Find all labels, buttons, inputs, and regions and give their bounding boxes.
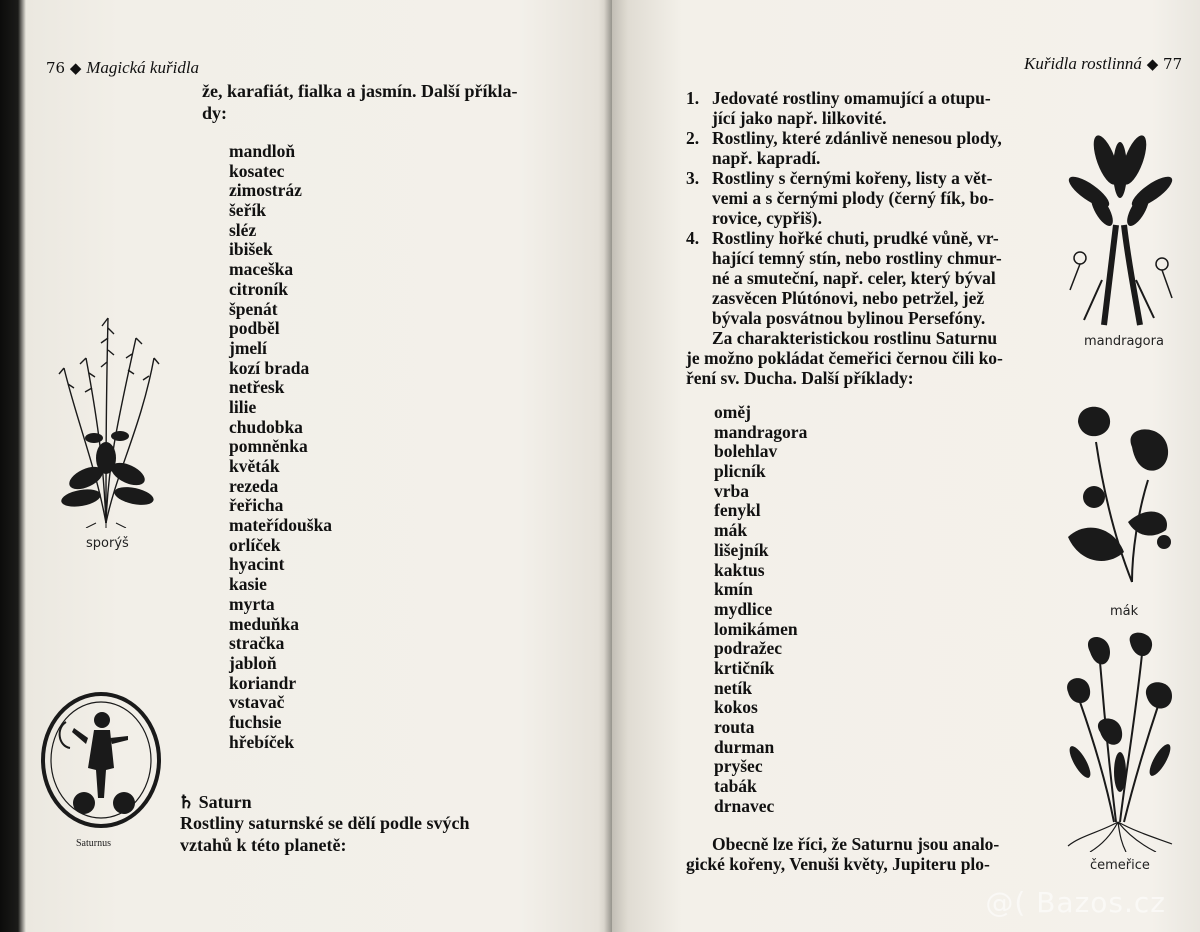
item-line: Rostliny s černými kořeny, listy a vět- xyxy=(712,168,993,188)
plant-list-item: oměj xyxy=(714,402,751,422)
plant-list-item: jmelí xyxy=(229,337,267,358)
left-intro xyxy=(202,80,518,124)
plant-list-item: mandragora xyxy=(714,421,808,442)
plant-list-item: špenát xyxy=(229,298,278,319)
plant-list-item: řeřicha xyxy=(229,495,284,516)
left-running-title: Magická kuřidla xyxy=(86,58,200,77)
plant-list-item: kosatec xyxy=(229,160,285,181)
plant-list-item: vrba xyxy=(714,480,749,501)
closing-line: Obecně lze říci, že Saturnu jsou analo- xyxy=(712,834,1000,854)
verbena-illustration xyxy=(46,298,166,528)
left-page-number: 76 xyxy=(46,59,66,77)
plant-list-item: chudobka xyxy=(229,416,303,437)
item-line: Rostliny, které zdánlivě nenesou plody, xyxy=(712,128,1002,148)
left-running-head xyxy=(46,58,199,78)
plant-list-item: fuchsie xyxy=(229,711,282,732)
plant-list-item: kaktus xyxy=(714,559,765,580)
plant-list-item: routa xyxy=(714,717,755,737)
plant-list-item: pryšec xyxy=(714,756,763,777)
plant-list-item: orlíček xyxy=(229,534,281,555)
numbered-item xyxy=(686,88,1003,128)
plant-list-item: maceška xyxy=(229,259,294,280)
diamond-icon: ◆ xyxy=(69,59,82,77)
numbered-item xyxy=(686,128,1003,168)
plant-list-item: krtičník xyxy=(714,657,775,678)
plant-list-item: květák xyxy=(229,456,280,476)
caption-mandragora: mandragora xyxy=(1084,334,1164,349)
saturn-para-line: je možno pokládat čemeřici černou čili ko- xyxy=(686,348,1003,368)
plant-list-item: myrta xyxy=(229,593,275,614)
plant-list-item: jabloň xyxy=(229,652,277,673)
plant-list-item: lišejník xyxy=(714,539,769,560)
plant-list-item: citroník xyxy=(229,278,288,299)
plant-list-item: kmín xyxy=(714,579,753,600)
saturn-para-line: Za charakteristickou rostlinu Saturnu xyxy=(712,328,998,348)
plant-list-item: drnavec xyxy=(714,795,775,816)
plant-list-item: durman xyxy=(714,736,775,757)
right-plant-list xyxy=(714,403,807,816)
numbered-list xyxy=(686,88,1003,388)
left-plant-list xyxy=(229,142,332,752)
item-line: jící jako např. lilkovité. xyxy=(712,108,887,128)
hellebore-illustration xyxy=(1060,632,1180,852)
item-line: né a smuteční, např. celer, který býval xyxy=(712,268,996,288)
item-number: 2. xyxy=(686,128,700,148)
plant-list-item: mák xyxy=(714,520,748,541)
item-number: 4. xyxy=(686,228,700,248)
saturn-paragraph xyxy=(712,328,1003,348)
plant-list-item: kasie xyxy=(229,574,267,595)
plant-list-item: stračka xyxy=(229,633,285,654)
saturn-title: Saturn xyxy=(198,792,252,812)
item-line: vemi a s černými plody (černý fík, bo- xyxy=(712,188,994,208)
plant-list-item: mydlice xyxy=(714,598,773,619)
saturn-symbol-icon: ♄ xyxy=(178,792,195,812)
saturn-heading xyxy=(178,792,252,812)
plant-list-item: lomikámen xyxy=(714,618,798,639)
item-number: 3. xyxy=(686,168,700,188)
item-line: Rostliny hořké chuti, prudké vůně, vr- xyxy=(712,228,999,248)
watermark: @( Bazos.cz xyxy=(985,886,1166,919)
plant-list-item: lilie xyxy=(229,396,257,417)
item-number: 1. xyxy=(686,88,700,108)
plant-list-item: netík xyxy=(714,677,752,698)
plant-list-item: vstavač xyxy=(229,692,285,713)
plant-list-item: šeřík xyxy=(229,200,266,221)
item-line: hající temný stín, nebo rostliny chmur- xyxy=(712,248,1002,268)
plant-list-item: hyacint xyxy=(229,554,285,575)
poppy-illustration xyxy=(1068,402,1176,592)
caption-sporys: sporýš xyxy=(86,536,129,551)
plant-list-item: kokos xyxy=(714,697,758,718)
plant-list-item: pomněnka xyxy=(229,436,308,457)
plant-list-item: koriandr xyxy=(229,672,297,693)
right-page-number: 77 xyxy=(1163,55,1183,73)
mandragora-illustration xyxy=(1064,130,1176,330)
plant-list-item: fenykl xyxy=(714,500,761,521)
item-line: zasvěcen Plútónovi, nebo petržel, jež xyxy=(712,288,985,308)
intro-line: že, karafiát, fialka a jasmín. Další příkla- xyxy=(202,81,518,101)
plant-list-item: mateřídouška xyxy=(229,515,333,536)
right-running-head xyxy=(1024,54,1182,74)
right-page xyxy=(612,0,1200,932)
right-running-title: Kuřidla rostlinná xyxy=(1024,54,1142,73)
item-line: rovice, cypřiš). xyxy=(712,208,822,228)
saturn-intro-line: Rostliny saturnské se dělí podle svých xyxy=(180,813,470,833)
plant-list-item: tabák xyxy=(714,776,757,797)
closing-paragraph xyxy=(686,834,999,874)
plant-list-item: kozí brada xyxy=(229,357,310,378)
plant-list-item: podběl xyxy=(229,318,280,339)
saturn-intro xyxy=(180,812,470,856)
item-line: např. kapradí. xyxy=(712,148,821,168)
caption-cemerice: čemeřice xyxy=(1090,858,1150,873)
saturn-medallion-illustration xyxy=(36,688,166,833)
caption-mak: mák xyxy=(1110,604,1139,619)
plant-list-item: netřesk xyxy=(229,377,285,398)
caption-saturnus: Saturnus xyxy=(76,838,111,849)
saturn-para-line: ření sv. Ducha. Další příklady: xyxy=(686,368,914,388)
saturn-intro-line: vztahů k této planetě: xyxy=(180,835,347,855)
closing-line: gické kořeny, Venuši květy, Jupiteru plo- xyxy=(686,854,990,874)
plant-list-item: podražec xyxy=(714,638,783,659)
plant-list-item: plicník xyxy=(714,461,766,482)
diamond-icon: ◆ xyxy=(1146,55,1159,73)
numbered-item xyxy=(686,168,1003,228)
plant-list-item: mandloň xyxy=(229,141,296,161)
plant-list-item: sléz xyxy=(229,219,257,240)
plant-list-item: hřebíček xyxy=(229,731,295,752)
item-line: Jedovaté rostliny omamující a otupu- xyxy=(712,88,991,108)
plant-list-item: ibišek xyxy=(229,239,273,260)
plant-list-item: zimostráz xyxy=(229,180,302,201)
plant-list-item: bolehlav xyxy=(714,441,778,462)
numbered-item xyxy=(686,228,1003,328)
intro-line: dy: xyxy=(202,103,228,123)
item-line: bývala posvátnou bylinou Persefóny. xyxy=(712,308,986,328)
plant-list-item: meduňka xyxy=(229,613,300,634)
plant-list-item: rezeda xyxy=(229,475,279,496)
